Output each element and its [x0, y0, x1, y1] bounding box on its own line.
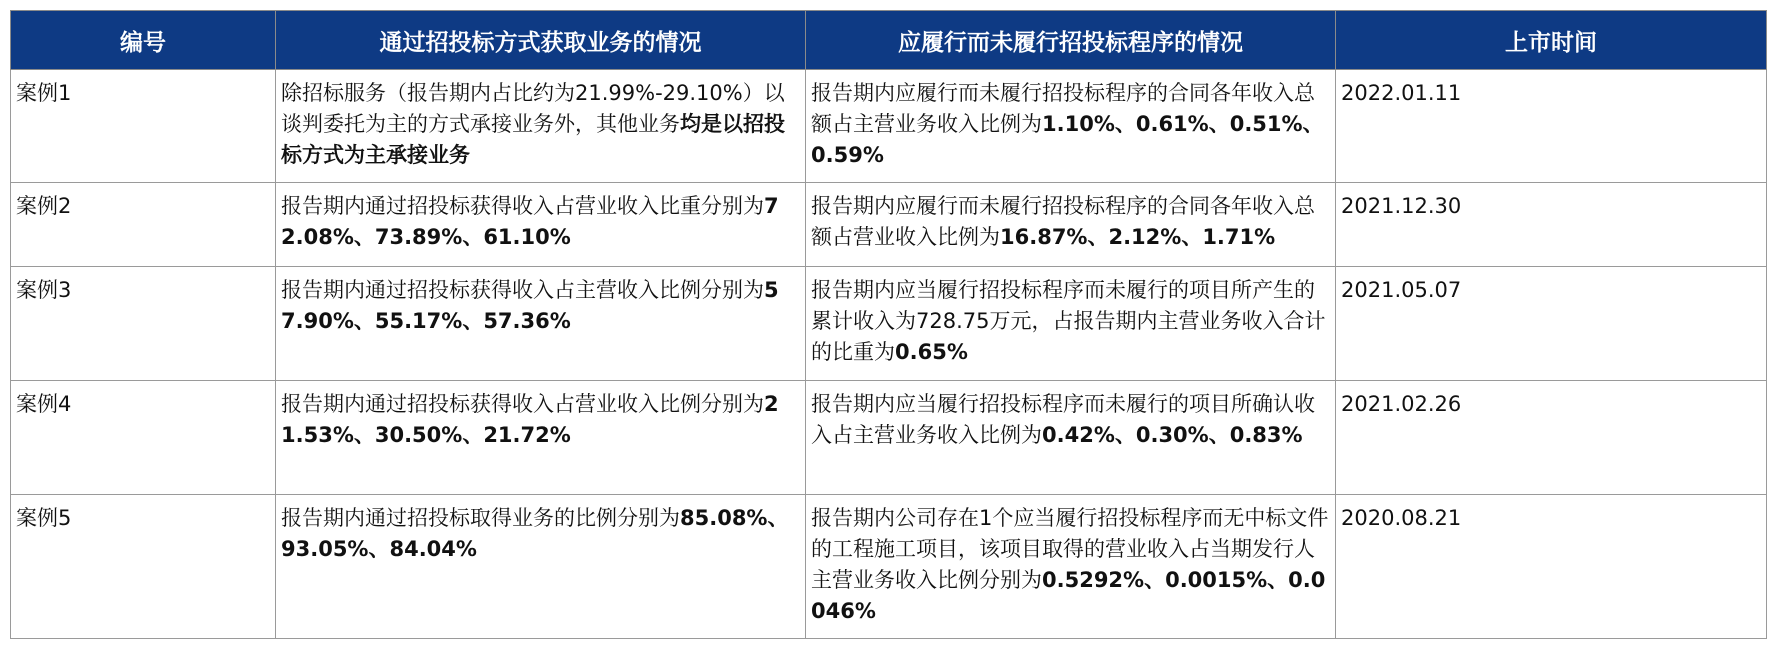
- table-row: [11, 495, 1767, 639]
- cell-text: 报告期内应当履行招投标程序而未履行的项目所确认收入占主营业务收入比例为: [811, 392, 1315, 447]
- header-listing-date: 上市时间: [1336, 11, 1767, 70]
- highlight-text: 57.90%、55.17%、57.36%: [281, 278, 779, 333]
- business-cell: [276, 183, 806, 267]
- listing-date-cell: 2021.05.07: [1336, 267, 1767, 381]
- listing-date-cell: 2022.01.11: [1336, 70, 1767, 183]
- table-row: [11, 183, 1767, 267]
- business-cell: [276, 381, 806, 495]
- noncompliance-cell: [806, 381, 1336, 495]
- listing-date-cell: 2021.12.30: [1336, 183, 1767, 267]
- noncompliance-cell: [806, 70, 1336, 183]
- table-header: [11, 11, 1767, 70]
- business-cell: [276, 495, 806, 639]
- case-id-cell: 案例1: [11, 70, 276, 183]
- highlight-text: 0.42%、0.30%、0.83%: [1042, 423, 1303, 447]
- table-container: [10, 10, 1767, 639]
- header-business: 通过招投标方式获取业务的情况: [276, 11, 806, 70]
- table-row: [11, 381, 1767, 495]
- cell-text: 报告期内应履行而未履行招投标程序的合同各年收入总额占营业收入比例为: [811, 194, 1315, 249]
- cell-text: 报告期内通过招投标获得收入占主营收入比例分别为: [281, 278, 764, 302]
- cell-text: 报告期内通过招投标获得收入占营业收入比例分别为: [281, 392, 764, 416]
- cell-text: 报告期内通过招投标获得收入占营业收入比重分别为: [281, 194, 764, 218]
- header-row: [11, 11, 1767, 70]
- highlight-text: 1.10%、0.61%、0.51%、0.59%: [811, 112, 1324, 167]
- business-cell: [276, 267, 806, 381]
- case-id-cell: 案例4: [11, 381, 276, 495]
- cell-text: 报告期内公司存在1个应当履行招投标程序而无中标文件的工程施工项目，该项目取得的营业收入占当期发行人主营业务收入比例分别为: [811, 506, 1329, 592]
- cell-text: 除招标服务（报告期内占比约为21.99%-29.10%）以谈判委托为主的方式承接业务外，其他业务: [281, 81, 785, 136]
- highlight-text: 16.87%、2.12%、1.71%: [1000, 225, 1276, 249]
- noncompliance-cell: [806, 495, 1336, 639]
- listing-date-cell: 2020.08.21: [1336, 495, 1767, 639]
- noncompliance-cell: [806, 183, 1336, 267]
- case-id-cell: 案例5: [11, 495, 276, 639]
- listing-date-cell: 2021.02.26: [1336, 381, 1767, 495]
- highlight-text: 均是以招投标方式为主承接业务: [281, 112, 785, 167]
- table-row: [11, 70, 1767, 183]
- header-noncompliance: 应履行而未履行招投标程序的情况: [806, 11, 1336, 70]
- cell-text: 报告期内应履行而未履行招投标程序的合同各年收入总额占主营业务收入比例为: [811, 81, 1315, 136]
- table-body: [11, 70, 1767, 639]
- highlight-text: 85.08%、93.05%、84.04%: [281, 506, 789, 561]
- case-id-cell: 案例3: [11, 267, 276, 381]
- noncompliance-cell: [806, 267, 1336, 381]
- highlight-text: 0.5292%、0.0015%、0.0046%: [811, 568, 1326, 623]
- cases-table: [10, 10, 1767, 639]
- cell-text: 报告期内通过招投标取得业务的比例分别为: [281, 506, 680, 530]
- highlight-text: 72.08%、73.89%、61.10%: [281, 194, 779, 249]
- table-row: [11, 267, 1767, 381]
- business-cell: [276, 70, 806, 183]
- highlight-text: 0.65%: [895, 340, 968, 364]
- cell-text: 报告期内应当履行招投标程序而未履行的项目所产生的累计收入为728.75万元，占报告期内主营业务收入合计的比重为: [811, 278, 1326, 364]
- case-id-cell: 案例2: [11, 183, 276, 267]
- highlight-text: 21.53%、30.50%、21.72%: [281, 392, 779, 447]
- header-id: 编号: [11, 11, 276, 70]
